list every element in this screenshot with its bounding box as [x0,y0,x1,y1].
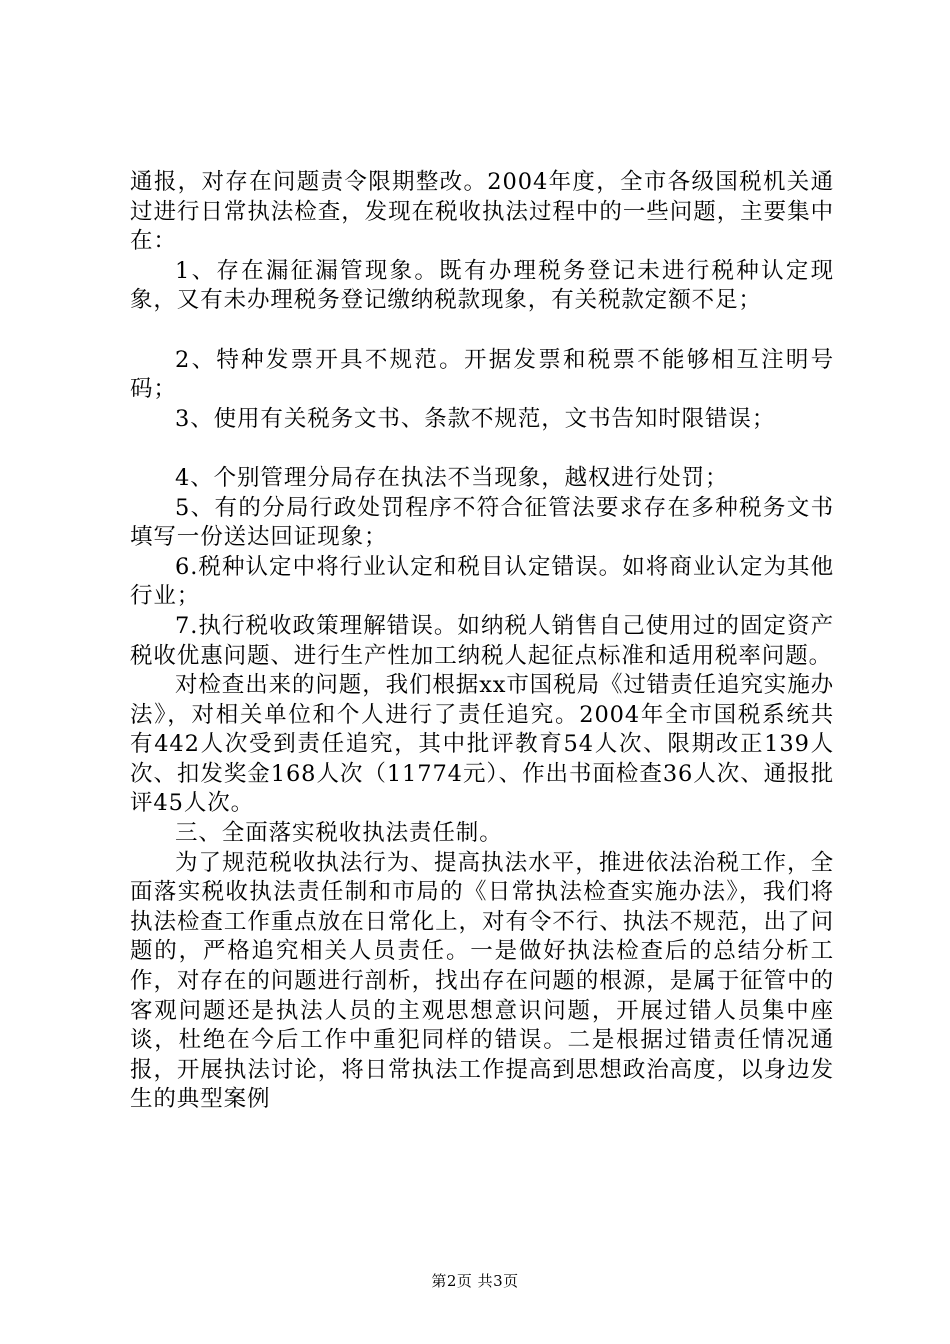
body-paragraph: 3、使用有关税务文书、条款不规范，文书告知时限错误； [175,405,776,432]
body-paragraph: 6.税种认定中将行业认定和税目认定错误。如将商业认定为其他行业； [130,553,834,610]
body-paragraph: 7.执行税收政策理解错误。如纳税人销售自己使用过的固定资产税收优惠问题、进行生产性加工纳税人起征点标准和适用税率问题。 [130,612,834,669]
body-paragraph: 为了规范税收执法行为、提高执法水平，推进依法治税工作，全面落实税收执法责任制和市局的《日常执法检查实施办法》，我们将执法检查工作重点放在日常化上，对有令不行、执法不规范，出了问题的，严格追究相关人员责任。一是做好执法检查后的总结分析工作，对存在的问题进行剖析，找出存在问题的根源，是属于征管中的客观问题还是执法人员的主观思想意识问题，开展过错人员集中座谈，杜绝在今后工作中重犯同样的错误。二是根据过错责任情况通报，开展执法讨论，将日常执法工作提高到思想政治高度，以身边发生的典型案例 [130,849,834,1113]
paragraph-spacer [130,316,834,346]
body-paragraph: 对检查出来的问题，我们根据xx市国税局《过错责任追究实施办法》，对相关单位和个人进行了责任追究。2004年全市国税系统共有442人次受到责任追究，其中批评教育54人次、限期改正139人次、扣发奖金168人次（11774元）、作出书面检查36人次、通报批评45人次。 [130,672,834,817]
document-body [130,168,834,1115]
body-paragraph: 通报，对存在问题责令限期整改。2004年度，全市各级国税机关通过进行日常执法检查，发现在税收执法过程中的一些问题，主要集中在： [130,169,834,255]
page-footer: 第2页 共3页 [431,1272,519,1290]
body-paragraph: 2、特种发票开具不规范。开据发票和税票不能够相互注明号码； [130,346,834,403]
paragraph-spacer [130,434,834,464]
body-paragraph: 1、存在漏征漏管现象。既有办理税务登记未进行税种认定现象，又有未办理税务登记缴纳税款现象，有关税款定额不足； [130,257,834,314]
body-paragraph: 5、有的分局行政处罚程序不符合征管法要求存在多种税务文书填写一份送达回证现象； [130,494,834,551]
body-paragraph: 三、全面落实税收执法责任制。 [175,820,503,847]
body-paragraph: 4、个别管理分局存在执法不当现象，越权进行处罚； [175,464,729,491]
